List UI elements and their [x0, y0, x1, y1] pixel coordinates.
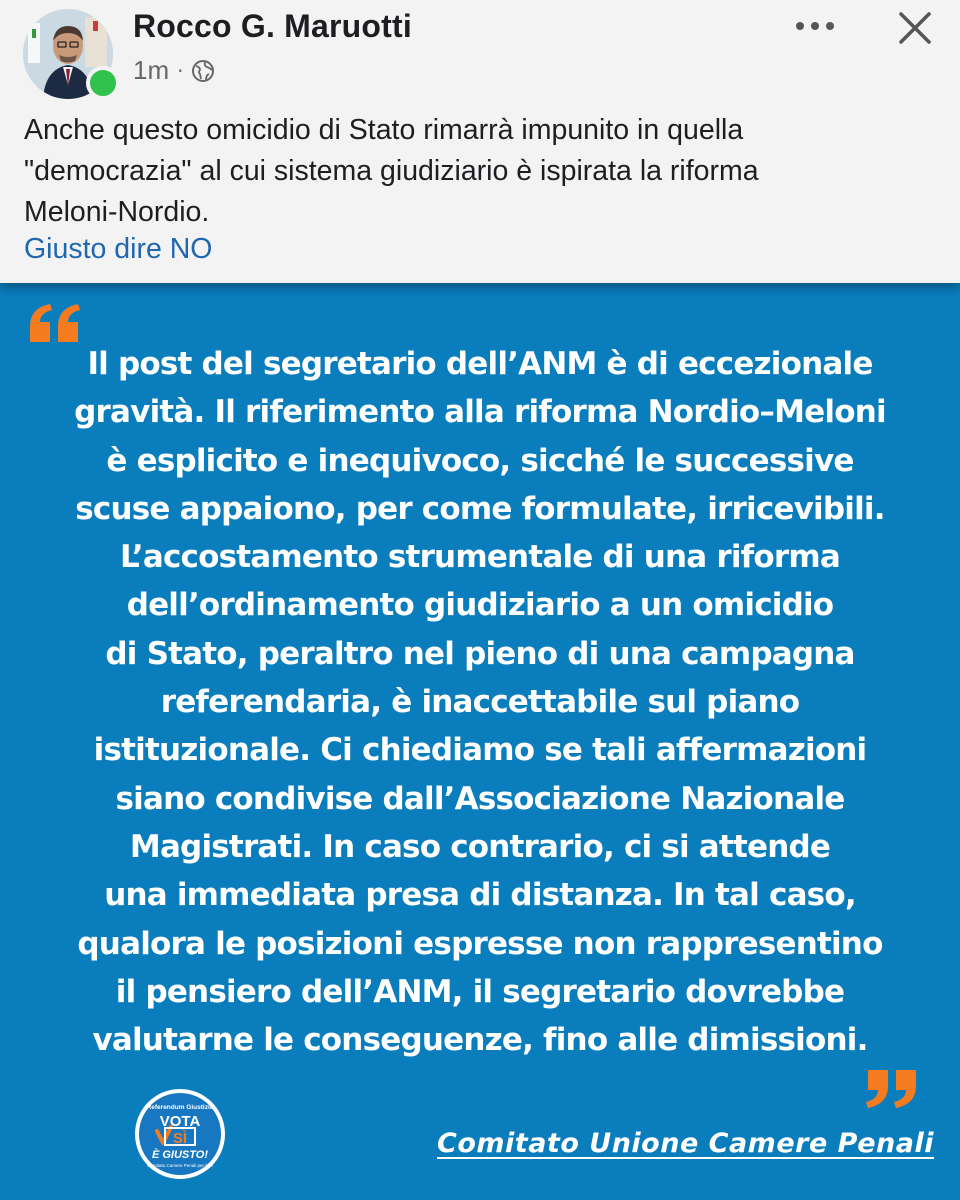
meta-separator: · — [177, 58, 184, 83]
statement-line: Magistrati. In caso contrario, ci si attende — [129, 828, 831, 865]
logo-vota-text: VOTA — [159, 1113, 201, 1130]
post-body-line: "democrazia" al cui sistema giudiziario è ispirata la riforma — [24, 155, 759, 187]
post-meta — [133, 55, 215, 86]
statement-line: dell’ordinamento giudiziario a un omicidio — [126, 587, 834, 624]
post-body-line: Meloni-Nordio. — [24, 196, 210, 228]
statement-text — [0, 340, 960, 1064]
statement-line: L’accostamento strumentale di una riforma — [120, 539, 840, 576]
post-body-line: Anche questo omicidio di Stato rimarrà impunito in quella — [24, 114, 744, 146]
open-quote-icon — [26, 302, 82, 344]
statement-line: istituzionale. Ci chiediamo se tali affermazioni — [93, 732, 867, 769]
close-quote-icon — [864, 1068, 920, 1110]
more-options-icon[interactable] — [794, 16, 836, 36]
online-status-indicator — [86, 66, 120, 100]
statement-line: referendaria, è inaccettabile sul piano — [160, 684, 800, 721]
statement-line: il pensiero dell’ANM, il segretario dovrebbe — [115, 973, 845, 1010]
logo-si-text: SÌ — [172, 1130, 188, 1147]
statement-line: è esplicito e inequivoco, sicché le successive — [106, 442, 854, 479]
statement-line: valutarne le conseguenze, fino alle dimissioni. — [92, 1022, 868, 1059]
statement-line: una immediata presa di distanza. In tal caso, — [104, 877, 856, 914]
post-body-text — [24, 110, 944, 233]
logo-top-text: Referendum Giustizia — [146, 1104, 214, 1111]
globe-icon — [191, 59, 215, 83]
statement-line: qualora le posizioni espresse non rappresentino — [77, 925, 883, 962]
vota-si-logo — [133, 1087, 227, 1181]
logo-small-text: Comitato Camere Penali per il Sì — [147, 1163, 213, 1168]
close-icon[interactable] — [895, 8, 935, 48]
post-author-name[interactable]: Rocco G. Maruotti — [133, 8, 412, 44]
statement-line: scuse appaiono, per come formulate, irricevibili. — [75, 490, 885, 527]
post-hashtag-link[interactable]: Giusto dire NO — [24, 233, 213, 265]
post-timestamp[interactable]: 1m — [133, 55, 170, 85]
statement-line: siano condivise dall’Associazione Nazionale — [115, 780, 845, 817]
statement-line: di Stato, peraltro nel pieno di una campagna — [105, 635, 855, 672]
logo-giusto-text: È GIUSTO! — [151, 1149, 209, 1161]
signature: Comitato Unione Camere Penali — [437, 1128, 934, 1159]
statement-line: Il post del segretario dell’ANM è di eccezionale — [87, 346, 873, 382]
facebook-post-card — [0, 0, 960, 283]
statement-line: gravità. Il riferimento alla riforma Nordio–Meloni — [74, 394, 886, 431]
